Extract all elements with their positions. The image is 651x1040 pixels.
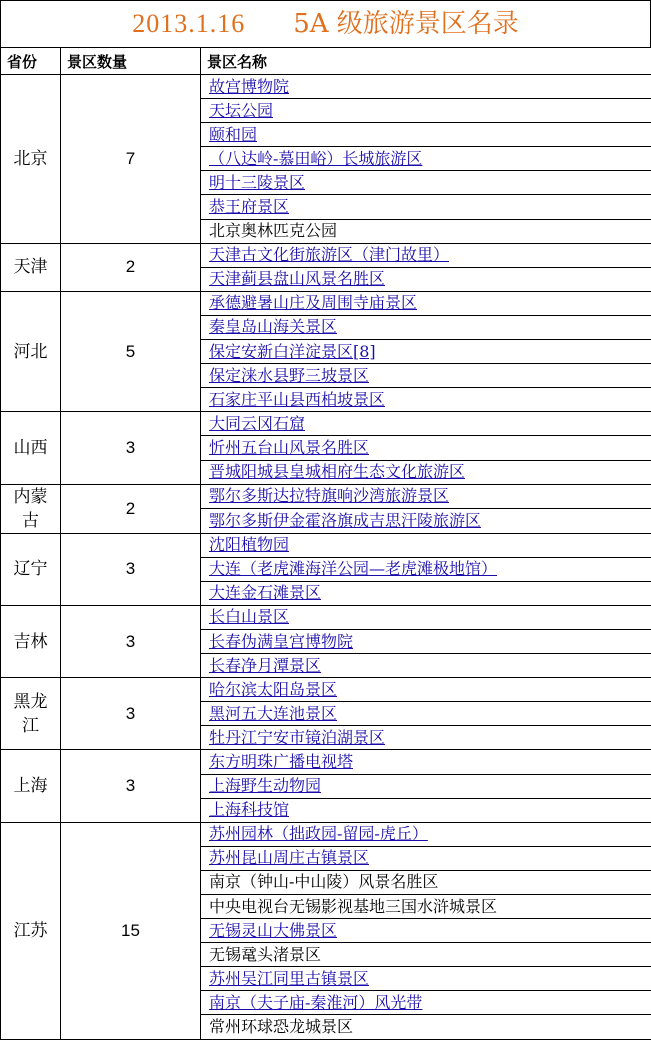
site-link[interactable]: 秦皇岛山海关景区 <box>209 317 338 337</box>
site-name-cell <box>201 533 651 557</box>
site-name: 南京（钟山-中山陵）风景名胜区 <box>209 872 439 892</box>
site-name-cell <box>201 436 651 460</box>
site-name-cell <box>201 895 651 919</box>
site-link[interactable]: 东方明珠广播电视塔 <box>209 751 354 771</box>
site-name-cell <box>201 340 651 364</box>
count-cell: 2 <box>61 484 201 533</box>
site-link[interactable]: 保定涞水县野三坡景区 <box>209 365 370 385</box>
province-cell: 江苏 <box>1 822 61 1039</box>
site-name-cell <box>201 581 651 605</box>
site-name-cell <box>201 605 651 629</box>
site-link[interactable]: 哈尔滨太阳岛景区 <box>209 679 338 699</box>
title-date: 2013.1.16 <box>132 9 246 38</box>
site-link[interactable]: 长白山景区 <box>209 607 290 627</box>
site-name-cell <box>201 123 651 147</box>
site-name-cell <box>201 364 651 388</box>
count-cell: 5 <box>61 291 201 411</box>
site-link[interactable]: 沈阳植物园 <box>209 535 290 555</box>
province-cell: 吉林 <box>1 605 61 677</box>
site-name-cell <box>201 870 651 894</box>
site-name-cell <box>201 943 651 967</box>
site-link[interactable]: 黑河五大连池景区 <box>209 703 338 723</box>
site-name-cell <box>201 798 651 822</box>
site-link[interactable]: 明十三陵景区 <box>209 172 306 192</box>
site-link[interactable]: 南京（夫子庙-秦淮河）风光带 <box>209 992 423 1012</box>
table-row <box>1 605 651 629</box>
site-name-cell <box>201 846 651 870</box>
site-link[interactable]: 承德避暑山庄及周围寺庙景区 <box>209 293 418 313</box>
site-link[interactable]: 鄂尔多斯伊金霍洛旗成吉思汗陵旅游区 <box>209 510 482 530</box>
table-row <box>1 75 651 99</box>
province-cell: 内蒙古 <box>1 484 61 533</box>
province-cell: 黑龙江 <box>1 678 61 750</box>
site-name-cell <box>201 171 651 195</box>
site-name-cell <box>201 509 651 534</box>
province-cell: 河北 <box>1 291 61 411</box>
site-name-cell <box>201 219 651 243</box>
site-link[interactable]: 忻州五台山风景名胜区 <box>209 437 370 457</box>
site-name-cell <box>201 629 651 653</box>
header-row <box>1 48 651 75</box>
province-cell: 辽宁 <box>1 533 61 605</box>
header-name: 景区名称 <box>201 48 651 75</box>
site-name-cell <box>201 654 651 678</box>
site-name-cell <box>201 291 651 315</box>
site-link[interactable]: 苏州昆山周庄古镇景区 <box>209 848 370 868</box>
site-name-cell <box>201 147 651 171</box>
site-link[interactable]: 石家庄平山县西柏坡景区 <box>209 389 386 409</box>
count-cell: 3 <box>61 750 201 822</box>
site-name-cell <box>201 267 651 291</box>
table-row <box>1 750 651 774</box>
site-link[interactable]: 长春净月潭景区 <box>209 655 322 675</box>
site-link[interactable]: 上海科技馆 <box>209 800 290 820</box>
table-row <box>1 822 651 846</box>
province-cell: 天津 <box>1 243 61 291</box>
site-name-cell <box>201 774 651 798</box>
site-link[interactable]: 天津古文化街旅游区（津门故里） <box>209 245 450 265</box>
table-row <box>1 412 651 436</box>
site-name-cell <box>201 919 651 943</box>
site-name-cell <box>201 412 651 436</box>
province-cell: 上海 <box>1 750 61 822</box>
site-name-cell <box>201 75 651 99</box>
site-name-cell <box>201 195 651 219</box>
site-link[interactable]: 恭王府景区 <box>209 197 290 217</box>
site-name-cell <box>201 315 651 339</box>
site-link[interactable]: 天津蓟县盘山风景名胜区 <box>209 269 386 289</box>
site-link[interactable]: 大连金石滩景区 <box>209 583 322 603</box>
site-link[interactable]: 长春伪满皇宫博物院 <box>209 631 354 651</box>
site-name: 常州环球恐龙城景区 <box>209 1017 354 1037</box>
count-cell: 3 <box>61 678 201 750</box>
site-link[interactable]: 无锡灵山大佛景区 <box>209 920 338 940</box>
site-link[interactable]: 牡丹江宁安市镜泊湖景区 <box>209 727 386 747</box>
count-cell: 3 <box>61 533 201 605</box>
site-name-cell <box>201 822 651 846</box>
site-name: 北京奥林匹克公园 <box>209 221 338 241</box>
site-link[interactable]: 故宫博物院 <box>209 76 290 96</box>
site-name-cell <box>201 1015 651 1039</box>
site-link[interactable]: 天坛公园 <box>209 100 274 120</box>
table-row <box>1 243 651 267</box>
count-cell: 3 <box>61 605 201 677</box>
header-province: 省份 <box>1 48 61 75</box>
province-cell: 山西 <box>1 412 61 484</box>
site-link[interactable]: 大连（老虎滩海洋公园—老虎滩极地馆） <box>209 559 498 579</box>
site-name-cell <box>201 388 651 412</box>
site-link[interactable]: 颐和园 <box>209 124 258 144</box>
site-link[interactable]: （八达岭-慕田峪）长城旅游区 <box>209 148 423 168</box>
site-name-cell <box>201 99 651 123</box>
count-cell: 3 <box>61 412 201 484</box>
site-link[interactable]: 晋城阳城县皇城相府生态文化旅游区 <box>209 462 466 482</box>
site-name-cell <box>201 726 651 750</box>
page-title <box>0 0 651 48</box>
site-link[interactable]: 上海野生动物园 <box>209 776 322 796</box>
table-row <box>1 678 651 702</box>
count-cell: 15 <box>61 822 201 1039</box>
title-text: 5A 级旅游景区名录 <box>293 9 519 39</box>
table-body <box>1 75 651 1040</box>
table-row <box>1 291 651 315</box>
site-name-cell <box>201 243 651 267</box>
site-link[interactable]: 苏州吴江同里古镇景区 <box>209 968 370 988</box>
table-row <box>1 533 651 557</box>
count-cell: 2 <box>61 243 201 291</box>
site-name-cell <box>201 557 651 581</box>
site-name-cell <box>201 967 651 991</box>
site-link[interactable]: 保定安新白洋淀景区[8] <box>209 341 376 361</box>
site-name: 中央电视台无锡影视基地三国水浒城景区 <box>209 896 498 916</box>
scenic-area-table <box>0 47 651 1040</box>
site-link[interactable]: 大同云冈石窟 <box>209 413 306 433</box>
table-row <box>1 484 651 509</box>
site-link[interactable]: 鄂尔多斯达拉特旗响沙湾旅游景区 <box>209 486 450 506</box>
site-link[interactable]: 苏州园林（拙政园-留园-虎丘） <box>209 824 428 844</box>
header-count: 景区数量 <box>61 48 201 75</box>
site-name-cell <box>201 484 651 509</box>
site-name: 无锡鼋头渚景区 <box>209 944 322 964</box>
site-name-cell <box>201 460 651 484</box>
site-name-cell <box>201 678 651 702</box>
site-name-cell <box>201 991 651 1015</box>
province-cell: 北京 <box>1 75 61 244</box>
site-name-cell <box>201 702 651 726</box>
site-name-cell <box>201 750 651 774</box>
count-cell: 7 <box>61 75 201 244</box>
